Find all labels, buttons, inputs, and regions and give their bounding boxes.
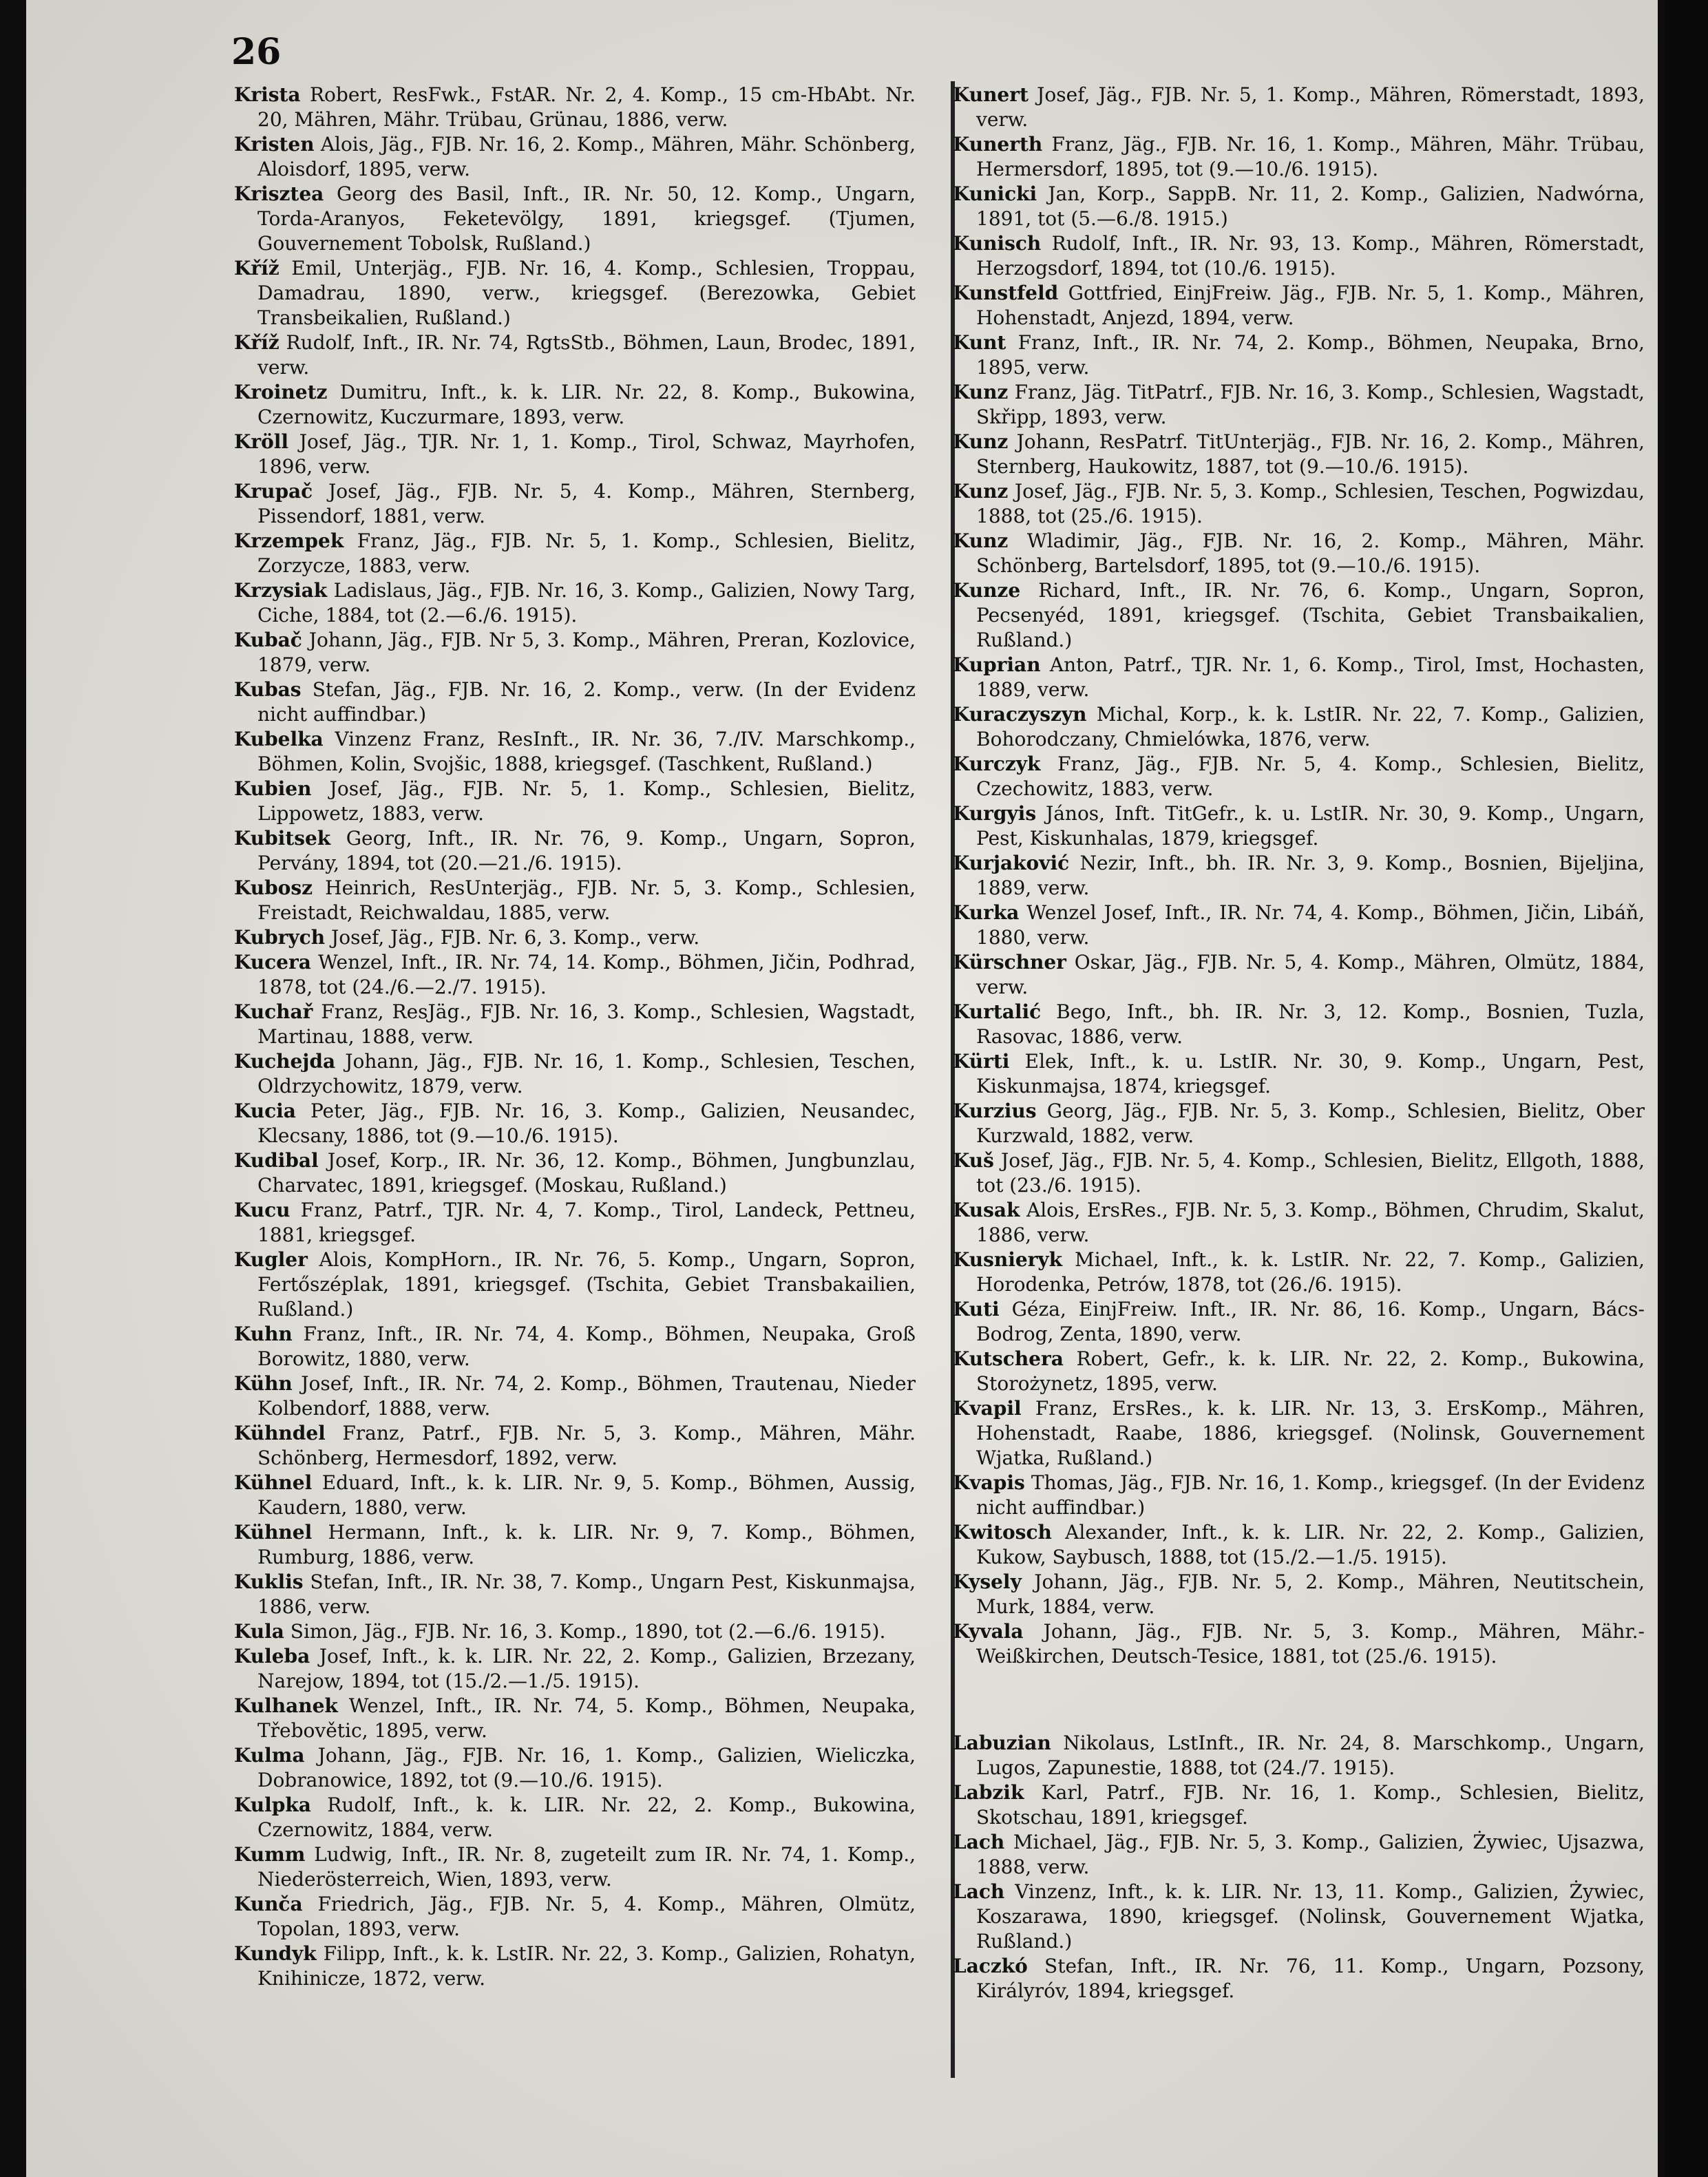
entry-surname: Kurgyis <box>953 802 1037 825</box>
entry-details: Michael, Inft., k. k. LstIR. Nr. 22, 7. Komp., Galizien, Horodenka, Petrów, 1878, tot (26./6. 1915). <box>976 1248 1645 1296</box>
list-entry <box>234 950 916 1000</box>
entry-details: Ludwig, Inft., IR. Nr. 8, zugeteilt zum IR. Nr. 74, 1. Komp., Niederösterreich, Wien, 1893, verw. <box>257 1843 916 1891</box>
list-entry <box>953 132 1645 182</box>
list-entry <box>234 727 916 777</box>
list-entry <box>953 1780 1645 1830</box>
entry-surname: Kürschner <box>953 951 1066 974</box>
list-entry <box>234 1000 916 1049</box>
entry-surname: Labuzian <box>953 1732 1051 1754</box>
entry-details: Rudolf, Inft., k. k. LIR. Nr. 22, 2. Komp., Bukowina, Czernowitz, 1884, verw. <box>257 1794 916 1841</box>
entry-details: Josef, Jäg., FJB. Nr. 5, 4. Komp., Mähren, Sternberg, Pissendorf, 1881, verw. <box>257 480 916 527</box>
list-entry <box>234 1619 916 1644</box>
entry-surname: Kuraczyszyn <box>953 703 1087 726</box>
entry-surname: Krzempek <box>234 529 344 552</box>
entry-surname: Kurka <box>953 901 1020 924</box>
entry-surname: Kubelka <box>234 728 324 750</box>
entry-details: Franz, Jäg. TitPatrf., FJB. Nr. 16, 3. Komp., Schlesien, Wagstadt, Skřipp, 1893, verw. <box>976 381 1645 428</box>
list-entry <box>234 1644 916 1694</box>
list-entry <box>234 1942 916 1991</box>
list-entry <box>234 330 916 380</box>
entry-surname: Kroinetz <box>234 381 328 403</box>
entry-details: Anton, Patrf., TJR. Nr. 1, 6. Komp., Tirol, Imst, Hochasten, 1889, verw. <box>976 653 1645 701</box>
list-entry <box>234 83 916 132</box>
entry-surname: Labzik <box>953 1781 1024 1804</box>
entry-details: Georg, Jäg., FJB. Nr. 5, 3. Komp., Schlesien, Bielitz, Ober Kurzwald, 1882, verw. <box>976 1100 1645 1147</box>
list-entry <box>953 1520 1645 1570</box>
list-entry <box>234 529 916 578</box>
entry-details: Heinrich, ResUnterjäg., FJB. Nr. 5, 3. Komp., Schlesien, Freistadt, Reichwaldau, 1885, verw. <box>257 876 916 924</box>
entry-details: Stefan, Jäg., FJB. Nr. 16, 2. Komp., verw. (In der Evidenz nicht auffindbar.) <box>257 678 916 726</box>
entry-surname: Kubitsek <box>234 827 331 850</box>
entry-surname: Kurjaković <box>953 852 1070 874</box>
entry-surname: Kumm <box>234 1843 306 1866</box>
list-entry <box>953 950 1645 1000</box>
list-entry <box>234 1694 916 1743</box>
list-entry <box>234 777 916 826</box>
entry-surname: Kusnieryk <box>953 1248 1063 1271</box>
entry-details: Josef, Korp., IR. Nr. 36, 12. Komp., Böhmen, Jungbunzlau, Charvatec, 1891, kriegsgef. (Moskau, Rußland.) <box>257 1149 916 1197</box>
list-entry <box>953 1471 1645 1520</box>
entry-surname: Kulpka <box>234 1794 311 1816</box>
entry-details: Géza, EinjFreiw. Inft., IR. Nr. 86, 16. Komp., Ungarn, Bács-Bodrog, Zenta, 1890, verw. <box>976 1298 1645 1345</box>
list-entry <box>234 1793 916 1842</box>
entry-details: Filipp, Inft., k. k. LstIR. Nr. 22, 3. Komp., Galizien, Rohatyn, Knihinicze, 1872, verw. <box>257 1942 916 1990</box>
list-entry <box>234 1049 916 1099</box>
list-entry <box>953 752 1645 801</box>
entry-details: Robert, Gefr., k. k. LIR. Nr. 22, 2. Komp., Bukowina, Storożynetz, 1895, verw. <box>976 1347 1645 1395</box>
entry-details: Nikolaus, LstInft., IR. Nr. 24, 8. Marschkomp., Ungarn, Lugos, Zapunestie, 1888, tot (24./7. 1915). <box>976 1732 1645 1779</box>
entry-details: Josef, Jäg., FJB. Nr. 5, 1. Komp., Schlesien, Bielitz, Lippowetz, 1883, verw. <box>257 777 916 825</box>
list-entry <box>953 1570 1645 1619</box>
list-entry <box>234 1892 916 1942</box>
list-entry <box>953 83 1645 132</box>
entry-details: Oskar, Jäg., FJB. Nr. 5, 4. Komp., Mähren, Olmütz, 1884, verw. <box>976 951 1645 998</box>
entry-details: Franz, Jäg., FJB. Nr. 5, 4. Komp., Schlesien, Bielitz, Czechowitz, 1883, verw. <box>976 753 1645 800</box>
list-entry <box>234 826 916 876</box>
entry-details: Johann, Jäg., FJB. Nr 5, 3. Komp., Mähren, Preran, Kozlovice, 1879, verw. <box>257 629 916 676</box>
entry-surname: Laczkó <box>953 1955 1028 1977</box>
list-entry <box>234 1148 916 1198</box>
list-entry <box>234 430 916 479</box>
entry-surname: Kula <box>234 1620 284 1643</box>
entry-details: Wladimir, Jäg., FJB. Nr. 16, 2. Komp., Mähren, Mähr. Schönberg, Bartelsdorf, 1895, tot (9.—10./6. 1915). <box>976 529 1645 577</box>
entry-surname: Kulma <box>234 1744 305 1767</box>
list-entry <box>953 1731 1645 1780</box>
entry-surname: Kühnel <box>234 1471 313 1494</box>
list-entry <box>234 876 916 925</box>
entry-details: Richard, Inft., IR. Nr. 76, 6. Komp., Ungarn, Sopron, Pecsenyéd, 1891, kriegsgef. (Tschita, Gebiet Transbaikalien, Rußland.) <box>976 579 1645 651</box>
entry-details: Josef, Inft., k. k. LIR. Nr. 22, 2. Komp., Galizien, Brzezany, Narejow, 1894, tot (15./2.—1./5. 1915). <box>257 1645 916 1692</box>
list-entry <box>953 1880 1645 1954</box>
list-entry <box>953 1148 1645 1198</box>
entry-details: Simon, Jäg., FJB. Nr. 16, 3. Komp., 1890, tot (2.—6./6. 1915). <box>284 1620 886 1643</box>
entry-surname: Kuchař <box>234 1000 313 1023</box>
entry-details: Franz, Patrf., TJR. Nr. 4, 7. Komp., Tirol, Landeck, Pettneu, 1881, kriegsgef. <box>257 1199 916 1246</box>
entry-details: Rudolf, Inft., IR. Nr. 93, 13. Komp., Mähren, Römerstadt, Herzogsdorf, 1894, tot (10./6. 1915). <box>976 232 1645 280</box>
entry-surname: Kurzius <box>953 1100 1037 1122</box>
list-entry <box>234 182 916 256</box>
list-entry <box>234 1743 916 1793</box>
entry-details: Peter, Jäg., FJB. Nr. 16, 3. Komp., Galizien, Neusandec, Klecsany, 1886, tot (9.—10./6. 1915). <box>257 1100 916 1147</box>
entry-details: János, Inft. TitGefr., k. u. LstIR. Nr. 30, 9. Komp., Ungarn, Pest, Kiskunhalas, 1879, kriegsgef. <box>976 802 1645 850</box>
entry-surname: Kundyk <box>234 1942 317 1965</box>
right-column <box>953 83 1645 2004</box>
entry-details: Ladislaus, Jäg., FJB. Nr. 16, 3. Komp., Galizien, Nowy Targ, Ciche, 1884, tot (2.—6./6. 1915). <box>257 579 916 627</box>
entry-surname: Kuti <box>953 1298 1000 1321</box>
scan-edge <box>1665 0 1708 2177</box>
entry-surname: Kunicki <box>953 182 1037 205</box>
list-entry <box>234 578 916 628</box>
entry-details: Vinzenz Franz, ResInft., IR. Nr. 36, 7./IV. Marschkomp., Böhmen, Kolin, Svojšic, 1888, kriegsgef. (Taschkent, Rußland.) <box>257 728 916 775</box>
page-number: 26 <box>231 31 282 73</box>
list-entry <box>234 628 916 677</box>
entry-surname: Kuš <box>953 1149 994 1172</box>
entry-details: Franz, Inft., IR. Nr. 74, 2. Komp., Böhmen, Neupaka, Brno, 1895, verw. <box>976 331 1645 379</box>
entry-surname: Kyvala <box>953 1620 1024 1643</box>
list-entry <box>234 1471 916 1520</box>
list-entry <box>953 653 1645 702</box>
list-entry <box>234 132 916 182</box>
entry-surname: Kuhn <box>234 1323 293 1345</box>
entry-details: Elek, Inft., k. u. LstIR. Nr. 30, 9. Komp., Ungarn, Pest, Kiskunmajsa, 1874, kriegsgef. <box>976 1050 1645 1097</box>
entry-surname: Kwitosch <box>953 1521 1052 1544</box>
document-page <box>26 0 1658 2177</box>
list-entry <box>234 1421 916 1471</box>
list-entry <box>953 578 1645 653</box>
list-entry <box>953 901 1645 950</box>
entry-surname: Kunča <box>234 1893 303 1915</box>
entry-surname: Kunisch <box>953 232 1042 255</box>
entry-details: Wenzel Josef, Inft., IR. Nr. 74, 4. Komp., Böhmen, Jičin, Libáň, 1880, verw. <box>976 901 1645 949</box>
entry-details: Johann, Jäg., FJB. Nr. 5, 3. Komp., Mähren, Mähr.-Weißkirchen, Deutsch-Tesice, 1881, tot (25./6. 1915). <box>976 1620 1645 1668</box>
entry-details: Josef, Jäg., FJB. Nr. 5, 1. Komp., Mähren, Römerstadt, 1893, verw. <box>976 83 1645 131</box>
list-entry <box>953 1198 1645 1248</box>
entry-surname: Kříž <box>234 331 280 354</box>
list-entry <box>953 1297 1645 1347</box>
list-entry <box>953 1830 1645 1880</box>
entry-surname: Kubosz <box>234 876 313 899</box>
list-entry <box>234 1520 916 1570</box>
entry-details: Stefan, Inft., IR. Nr. 38, 7. Komp., Ungarn Pest, Kiskunmajsa, 1886, verw. <box>257 1570 916 1618</box>
entry-surname: Kunstfeld <box>953 282 1059 304</box>
entry-details: Johann, Jäg., FJB. Nr. 16, 1. Komp., Schlesien, Teschen, Oldrzychowitz, 1879, verw. <box>257 1050 916 1097</box>
entry-surname: Kunz <box>953 529 1009 552</box>
entry-surname: Kucera <box>234 951 311 974</box>
list-entry <box>234 479 916 529</box>
entry-surname: Lach <box>953 1880 1005 1903</box>
entry-details: Michael, Jäg., FJB. Nr. 5, 3. Komp., Galizien, Żywiec, Ujsazwa, 1888, verw. <box>976 1831 1645 1878</box>
entry-surname: Kröll <box>234 430 289 453</box>
list-entry <box>234 1322 916 1371</box>
entry-details: Franz, Jäg., FJB. Nr. 5, 1. Komp., Schlesien, Bielitz, Zorzycze, 1883, verw. <box>257 529 916 577</box>
entry-details: Franz, ResJäg., FJB. Nr. 16, 3. Komp., Schlesien, Wagstadt, Martinau, 1888, verw. <box>257 1000 916 1048</box>
list-entry <box>234 677 916 727</box>
entry-details: Johann, ResPatrf. TitUnterjäg., FJB. Nr. 16, 2. Komp., Mähren, Sternberg, Haukowitz, 1887, tot (9.—10./6. 1915). <box>976 430 1645 478</box>
entry-details: Johann, Jäg., FJB. Nr. 5, 2. Komp., Mähren, Neutitschein, Murk, 1884, verw. <box>976 1570 1645 1618</box>
entry-surname: Kříž <box>234 257 280 280</box>
entry-details: Franz, Inft., IR. Nr. 74, 4. Komp., Böhmen, Neupaka, Groß Borowitz, 1880, verw. <box>257 1323 916 1370</box>
entry-surname: Kürti <box>953 1050 1010 1073</box>
entry-surname: Krista <box>234 83 301 106</box>
entry-details: Michal, Korp., k. k. LstIR. Nr. 22, 7. Komp., Galizien, Bohorodczany, Chmielówka, 1876, verw. <box>976 703 1645 750</box>
entry-surname: Kuklis <box>234 1570 304 1593</box>
entry-details: Emil, Unterjäg., FJB. Nr. 16, 4. Komp., Schlesien, Troppau, Damadrau, 1890, verw., kriegsgef. (Berezowka, Gebiet Transbeikalien, Rußland.) <box>257 257 916 329</box>
entry-details: Gottfried, EinjFreiw. Jäg., FJB. Nr. 5, 1. Komp., Mähren, Hohenstadt, Anjezd, 1894, verw. <box>976 282 1645 329</box>
entry-details: Georg, Inft., IR. Nr. 76, 9. Komp., Ungarn, Sopron, Pervány, 1894, tot (20.—21./6. 1915). <box>257 827 916 874</box>
entry-details: Wenzel, Inft., IR. Nr. 74, 14. Komp., Böhmen, Jičin, Podhrad, 1878, tot (24./6.—2./7. 1915). <box>257 951 916 998</box>
list-entry <box>953 1347 1645 1396</box>
list-entry <box>234 925 916 950</box>
entry-details: Franz, Patrf., FJB. Nr. 5, 3. Komp., Mähren, Mähr. Schönberg, Hermesdorf, 1892, verw. <box>257 1422 916 1469</box>
entry-surname: Krisztea <box>234 182 324 205</box>
list-entry <box>953 1049 1645 1099</box>
entry-surname: Kunz <box>953 381 1009 403</box>
entry-surname: Kubrych <box>234 926 326 949</box>
list-entry <box>953 1619 1645 1669</box>
entry-details: Friedrich, Jäg., FJB. Nr. 5, 4. Komp., Mähren, Olmütz, Topolan, 1893, verw. <box>257 1893 916 1940</box>
entry-details: Thomas, Jäg., FJB. Nr. 16, 1. Komp., kriegsgef. (In der Evidenz nicht auffindbar.) <box>976 1471 1645 1519</box>
entry-surname: Kugler <box>234 1248 308 1271</box>
list-entry <box>953 851 1645 901</box>
list-entry <box>953 330 1645 380</box>
list-entry <box>953 1248 1645 1297</box>
list-entry <box>953 182 1645 231</box>
entry-details: Jan, Korp., SappB. Nr. 11, 2. Komp., Galizien, Nadwórna, 1891, tot (5.—6./8. 1915.) <box>976 182 1645 230</box>
entry-surname: Kühn <box>234 1372 293 1395</box>
list-entry <box>953 1099 1645 1148</box>
list-entry <box>234 1570 916 1619</box>
list-entry <box>234 1371 916 1421</box>
entry-details: Alois, KompHorn., IR. Nr. 76, 5. Komp., Ungarn, Sopron, Fertőszéplak, 1891, kriegsgef. (Tschita, Gebiet Transbakailien, Rußland.) <box>257 1248 916 1321</box>
entry-surname: Krzysiak <box>234 579 328 602</box>
list-entry <box>953 281 1645 330</box>
entry-surname: Kucu <box>234 1199 291 1221</box>
entry-details: Hermann, Inft., k. k. LIR. Nr. 9, 7. Komp., Böhmen, Rumburg, 1886, verw. <box>257 1521 916 1568</box>
entry-surname: Kunze <box>953 579 1021 602</box>
entry-surname: Kunert <box>953 83 1029 106</box>
left-column <box>234 83 916 1991</box>
entry-surname: Krupač <box>234 480 313 503</box>
list-entry <box>953 231 1645 281</box>
list-entry <box>953 380 1645 430</box>
entry-details: Alexander, Inft., k. k. LIR. Nr. 22, 2. Komp., Galizien, Kukow, Saybusch, 1888, tot (15./2.—1./5. 1915). <box>976 1521 1645 1568</box>
entry-surname: Kysely <box>953 1570 1022 1593</box>
entry-details: Vinzenz, Inft., k. k. LIR. Nr. 13, 11. Komp., Galizien, Żywiec, Koszarawa, 1890, kriegsgef. (Nolinsk, Gouvernement Wjatka, Rußland.) <box>976 1880 1645 1953</box>
entry-surname: Kristen <box>234 133 315 156</box>
list-entry <box>953 1000 1645 1049</box>
entry-details: Stefan, Inft., IR. Nr. 76, 11. Komp., Ungarn, Pozsony, Királyróv, 1894, kriegsgef. <box>976 1955 1645 2002</box>
entry-surname: Kusak <box>953 1199 1020 1221</box>
list-entry <box>953 430 1645 479</box>
entry-details: Johann, Jäg., FJB. Nr. 16, 1. Komp., Galizien, Wieliczka, Dobranowice, 1892, tot (9.—10./6. 1915). <box>257 1744 916 1791</box>
list-entry <box>953 529 1645 578</box>
entry-surname: Kubas <box>234 678 302 701</box>
list-entry <box>234 1198 916 1248</box>
entry-surname: Kunz <box>953 430 1009 453</box>
list-entry <box>234 1099 916 1148</box>
entry-details: Bego, Inft., bh. IR. Nr. 3, 12. Komp., Bosnien, Tuzla, Rasovac, 1886, verw. <box>976 1000 1645 1048</box>
entry-surname: Kunerth <box>953 133 1043 156</box>
list-entry <box>953 702 1645 752</box>
entry-details: Nezir, Inft., bh. IR. Nr. 3, 9. Komp., Bosnien, Bijeljina, 1889, verw. <box>976 852 1645 899</box>
entry-details: Josef, Jäg., FJB. Nr. 5, 4. Komp., Schlesien, Bielitz, Ellgoth, 1888, tot (23./6. 1915). <box>976 1149 1645 1197</box>
list-entry <box>234 1842 916 1892</box>
entry-surname: Kuchejda <box>234 1050 336 1073</box>
entry-surname: Kurczyk <box>953 753 1041 775</box>
entry-details: Josef, Jäg., TJR. Nr. 1, 1. Komp., Tirol, Schwaz, Mayrhofen, 1896, verw. <box>257 430 916 478</box>
list-entry <box>234 1248 916 1322</box>
list-entry <box>953 1396 1645 1471</box>
entry-surname: Kuprian <box>953 653 1041 676</box>
entry-surname: Kulhanek <box>234 1694 338 1717</box>
entry-details: Franz, Jäg., FJB. Nr. 16, 1. Komp., Mähren, Mähr. Trübau, Hermersdorf, 1895, tot (9.—10./6. 1915). <box>976 133 1645 180</box>
entry-surname: Kubač <box>234 629 302 651</box>
entry-details: Alois, ErsRes., FJB. Nr. 5, 3. Komp., Böhmen, Chrudim, Skalut, 1886, verw. <box>976 1199 1645 1246</box>
entry-details: Dumitru, Inft., k. k. LIR. Nr. 22, 8. Komp., Bukowina, Czernowitz, Kuczurmare, 1893, verw. <box>257 381 916 428</box>
entry-surname: Kubien <box>234 777 312 800</box>
entry-surname: Kühnel <box>234 1521 313 1544</box>
entry-details: Josef, Jäg., FJB. Nr. 5, 3. Komp., Schlesien, Teschen, Pogwizdau, 1888, tot (25./6. 1915). <box>976 480 1645 527</box>
list-entry <box>953 801 1645 851</box>
list-entry <box>234 380 916 430</box>
entry-details: Georg des Basil, Inft., IR. Nr. 50, 12. Komp., Ungarn, Torda-Aranyos, Feketevölgy, 1891, kriegsgef. (Tjumen, Gouvernement Tobolsk, Rußland.) <box>257 182 916 255</box>
entry-details: Josef, Inft., IR. Nr. 74, 2. Komp., Böhmen, Trautenau, Nieder Kolbendorf, 1888, verw. <box>257 1372 916 1420</box>
entry-surname: Kühndel <box>234 1422 326 1444</box>
entry-surname: Lach <box>953 1831 1005 1853</box>
entry-surname: Kudibal <box>234 1149 319 1172</box>
entry-details: Rudolf, Inft., IR. Nr. 74, RgtsStb., Böhmen, Laun, Brodec, 1891, verw. <box>257 331 916 379</box>
entry-surname: Kuleba <box>234 1645 310 1668</box>
entry-surname: Kutschera <box>953 1347 1064 1370</box>
entry-details: Eduard, Inft., k. k. LIR. Nr. 9, 5. Komp., Böhmen, Aussig, Kaudern, 1880, verw. <box>257 1471 916 1519</box>
list-entry <box>234 256 916 330</box>
entry-surname: Kunt <box>953 331 1006 354</box>
entry-details: Josef, Jäg., FJB. Nr. 6, 3. Komp., verw. <box>325 926 700 949</box>
entry-details: Wenzel, Inft., IR. Nr. 74, 5. Komp., Böhmen, Neupaka, Třebovětic, 1895, verw. <box>257 1694 916 1742</box>
entry-details: Alois, Jäg., FJB. Nr. 16, 2. Komp., Mähren, Mähr. Schönberg, Aloisdorf, 1895, verw. <box>257 133 916 180</box>
entry-surname: Kucia <box>234 1100 296 1122</box>
entry-surname: Kunz <box>953 480 1009 503</box>
list-entry <box>953 479 1645 529</box>
entry-surname: Kurtalić <box>953 1000 1042 1023</box>
list-entry <box>953 1954 1645 2004</box>
entry-details: Franz, ErsRes., k. k. LIR. Nr. 13, 3. ErsKomp., Mähren, Hohenstadt, Raabe, 1886, kriegsgef. (Nolinsk, Gouvernement Wjatka, Rußland.) <box>976 1397 1645 1469</box>
entry-details: Robert, ResFwk., FstAR. Nr. 2, 4. Komp., 15 cm-HbAbt. Nr. 20, Mähren, Mähr. Trübau, Grünau, 1886, verw. <box>257 83 916 131</box>
entry-details: Karl, Patrf., FJB. Nr. 16, 1. Komp., Schlesien, Bielitz, Skotschau, 1891, kriegsgef. <box>976 1781 1645 1829</box>
entry-surname: Kvapis <box>953 1471 1025 1494</box>
entry-surname: Kvapil <box>953 1397 1022 1420</box>
section-gap <box>953 1669 1645 1731</box>
